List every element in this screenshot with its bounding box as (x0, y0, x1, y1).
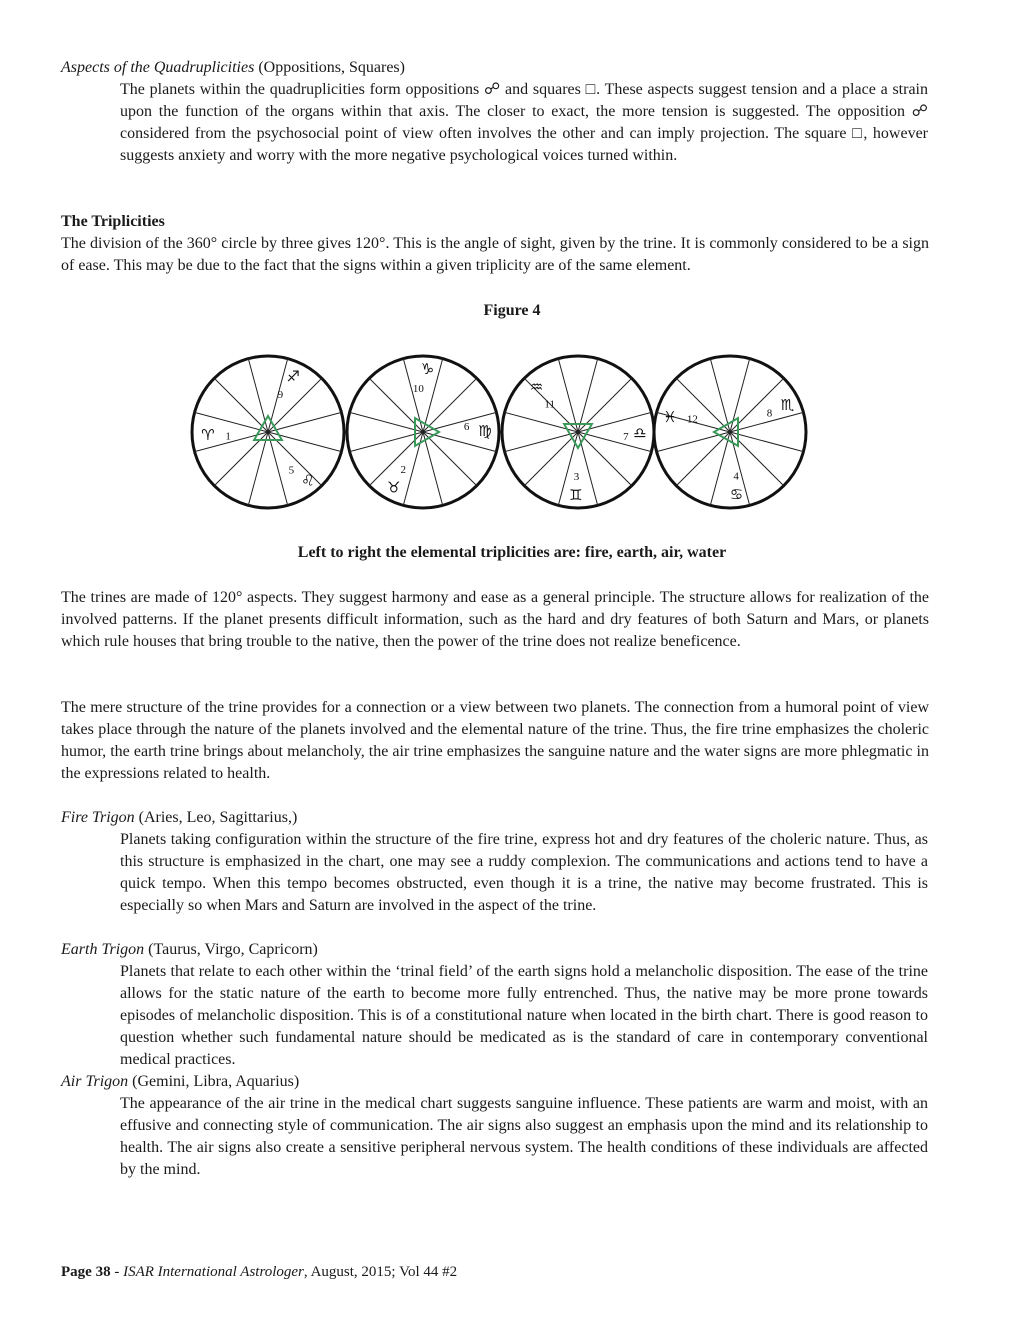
earth-house-spoke (423, 432, 443, 505)
quadruplicities-paragraph: The planets within the quadruplicities form oppositions ☍ and squares □. These aspects suggest tension and a place a strain upon the function of the organs within that axis. The closer to exact, the more tension is suggested. The opposition ☍ considered from the psychosocial point of view often involves the other and can imply projection. The square □, however suggests anxiety and worry with the more negative psychological voices turned within. (120, 81, 928, 164)
earth-trigon-text: Planets that relate to each other within the ‘trinal field’ of the earth signs hold a melancholic disposition. The ease of the trine allows for the static nature of the earth to become more fully entrenched. Thus, the native may be more prone towards episodes of melancholic disposition. This is of a constitutional nature when located in the birth chart. There is good reason to question whether such fundamental nature should be medicated as is the standard of care in contemporary conventional medical practices. (120, 963, 928, 1068)
fire-house-number: 9 (277, 388, 284, 401)
fire-house-spoke (268, 432, 288, 505)
figure-caption: Left to right the elemental triplicities are: fire, earth, air, water (297, 544, 727, 561)
figure-title: Figure 4 (483, 302, 541, 319)
earth-house-spoke (350, 432, 423, 452)
earth-trigon-title-rest: (Taurus, Virgo, Capricorn) (144, 941, 318, 958)
air-trigon-text: The appearance of the air trine in the medical chart suggests sanguine influence. These patients are warm and moist, with an effusive and connecting style of communication. The air signs also suggest an emphasis upon the mind and its relationship to health. The air signs also create a sensitive peripheral nervous system. The health conditions of these individuals are affected by the mind. (120, 1095, 928, 1178)
earth-sign-glyph: ♉ (387, 478, 401, 497)
air-trigon-title (61, 1071, 961, 1093)
footer-journal: ISAR International Astrologer (123, 1264, 304, 1280)
fire-house-spoke (268, 412, 341, 432)
earth-sign-glyph: ♑ (420, 360, 435, 379)
humoral-paragraph: The mere structure of the trine provides for a connection or a view between two planets. The connection from a humoral point of view takes place through the nature of the planets involved and the elemental nature of the trine. Thus, the fire trine emphasizes the choleric humor, the earth trine brings about melancholy, the air trine emphasizes the sanguine nature and the water signs are more phlegmatic in the expressions related to health. (61, 699, 929, 782)
trines-paragraph: The trines are made of 120° aspects. They suggest harmony and ease as a general principle. The structure allows for realization of the involved patterns. If the planet presents difficult information, such as the hard and dry features of both Saturn and Mars, or planets which rule houses that bring trouble to the native, then the power of the trine does not realize beneficence. (61, 589, 929, 650)
fire-sign-glyph: ♌ (301, 471, 315, 490)
earth-house-number: 2 (400, 464, 407, 477)
quadruplicities-title (61, 57, 961, 79)
fire-house-spoke (214, 378, 268, 432)
air-house-spoke (524, 432, 578, 486)
air-house-number: 11 (544, 398, 556, 411)
fire-trine-triangle (254, 416, 282, 440)
air-trigon-title-rest: (Gemini, Libra, Aquarius) (128, 1073, 300, 1090)
earth-trigon-title-italic: Earth Trigon (61, 941, 145, 958)
fire-sign-glyph: ♐ (286, 367, 300, 386)
water-house-number: 8 (766, 407, 773, 420)
water-trine-triangle (714, 418, 738, 446)
quadruplicities-title-italic: Aspects of the Quadruplicities (61, 59, 255, 76)
fire-house-spoke (268, 378, 322, 432)
earth-house-spoke (350, 412, 423, 432)
earth-sign-glyph: ♍ (478, 421, 492, 440)
footer-separator: - (110, 1264, 124, 1280)
fire-house-number: 1 (225, 430, 231, 443)
water-house-spoke (676, 432, 730, 486)
triplicities-paragraph: The division of the 360° circle by three gives 120°. This is the angle of sight, given by the trine. It is commonly considered to be a sign of ease. This may be due to the fact that the signs within a given triplicity are of the same element. (61, 235, 929, 274)
fire-trigon-title-rest: (Aries, Leo, Sagittarius,) (134, 809, 298, 826)
wheel-layer (192, 356, 806, 508)
triplicities-heading: The Triplicities (61, 213, 165, 230)
water-house-spoke (710, 359, 730, 432)
earth-house-spoke (423, 432, 477, 486)
water-house-number: 12 (686, 413, 698, 426)
page-footer (61, 1261, 457, 1283)
air-sign-glyph: ♊ (569, 485, 583, 504)
fire-trigon-text: Planets taking configuration within the structure of the fire trine, express hot and dry features of the choleric nature. Thus, as this structure is emphasized in the chart, one may see a ruddy complexion. The communications and actions tend to have a quick tempo. When this tempo becomes obstructed, even though it is a trine, the native may become frustrated. This is especially so when Mars and Saturn are involved in the aspect of the trine. (120, 831, 928, 914)
air-sign-glyph: ♎ (633, 424, 647, 442)
water-house-spoke (730, 432, 803, 452)
footer-page-number: Page 38 (61, 1264, 111, 1280)
water-house-spoke (710, 432, 730, 505)
air-trigon-title-italic: Air Trigon (61, 1073, 129, 1090)
footer-issue: , August, 2015; Vol 44 #2 (303, 1264, 458, 1280)
air-house-number: 3 (573, 470, 580, 483)
earth-trigon-title (61, 939, 961, 961)
air-house-number: 7 (623, 431, 629, 444)
water-sign-glyph: ♓ (663, 407, 677, 426)
water-house-number: 4 (733, 470, 739, 483)
air-house-spoke (578, 359, 598, 432)
air-house-spoke (505, 432, 578, 452)
earth-house-number: 10 (412, 383, 424, 396)
fire-house-spoke (248, 432, 268, 505)
fire-trigon-title (61, 807, 961, 829)
quadruplicities-title-rest: (Oppositions, Squares) (254, 59, 405, 76)
fire-house-number: 5 (288, 464, 295, 477)
air-house-spoke (558, 359, 578, 432)
earth-house-number: 6 (463, 420, 470, 433)
water-sign-glyph: ♋ (729, 485, 744, 504)
water-sign-glyph: ♏ (780, 395, 795, 414)
fire-sign-glyph: ♈ (201, 426, 215, 445)
triplicity-wheels-figure (188, 352, 810, 512)
air-sign-glyph: ♒ (529, 377, 544, 396)
air-trine-triangle (564, 424, 592, 448)
earth-trine-triangle (415, 418, 439, 446)
water-house-spoke (676, 378, 730, 432)
fire-trigon-title-italic: Fire Trigon (61, 809, 135, 826)
